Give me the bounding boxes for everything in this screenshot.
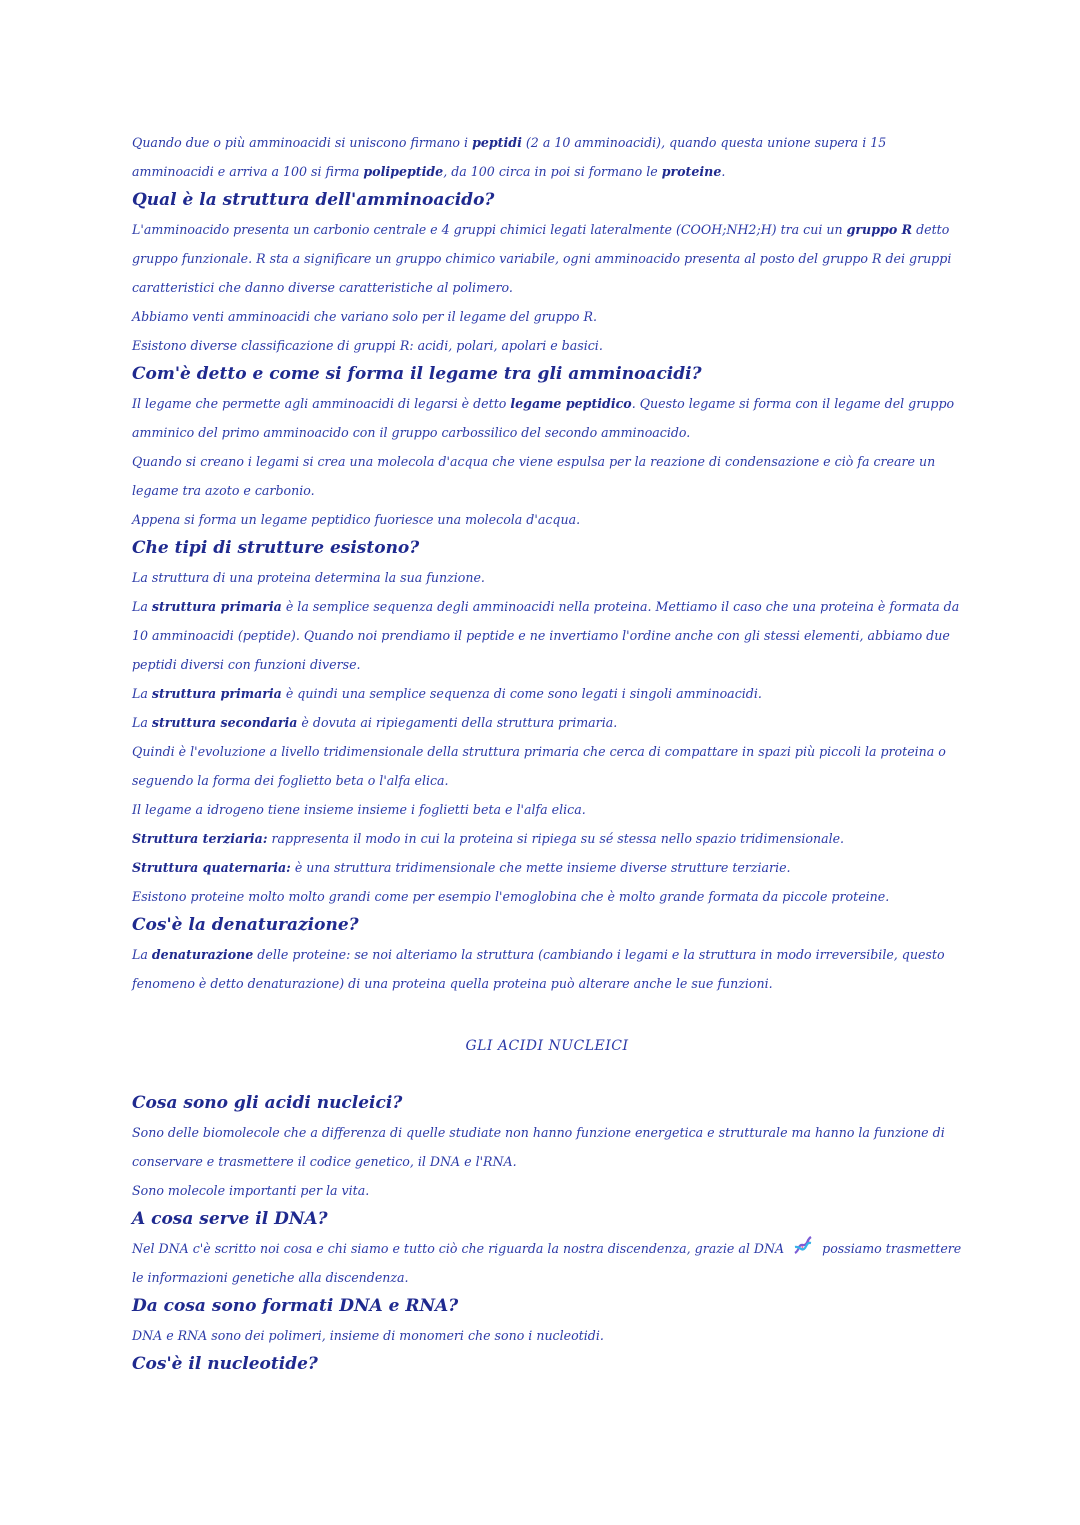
text-run: detto gruppo funzionale. R sta a significare un gruppo chimico variabile, ogni amminoacido presenta al posto del gruppo R dei gruppi caratteristici che danno diverse caratteristiche al polimero.: [132, 222, 952, 295]
text-run: delle proteine: se noi alteriamo la struttura (cambiando i legami e la struttura in modo irreversibile, questo fenomeno è detto denaturazione) di una proteina quella proteina può alterare anche le sue funzioni.: [132, 947, 945, 991]
bold-term: Struttura quaternaria:: [132, 860, 291, 875]
question-heading-a-cosa-serve-il-dna: A cosa serve il DNA?: [132, 1209, 328, 1229]
text-run: Sono molecole importanti per la vita.: [132, 1183, 370, 1198]
bold-term: legame peptidico: [510, 396, 632, 411]
paragraph: [132, 302, 962, 331]
question-heading-com-e-detto-e-come-si-forma-il-legame-tr: Com'è detto e come si forma il legame tra gli amminoacidi?: [132, 364, 702, 384]
text-run: è dovuta ai ripiegamenti della struttura primaria.: [297, 715, 618, 730]
section-title: GLI ACIDI NUCLEICI: [465, 1038, 629, 1054]
text-run: La: [132, 686, 152, 701]
paragraph: [132, 708, 962, 737]
paragraph: [132, 1321, 962, 1350]
bold-term: Struttura terziaria:: [132, 831, 268, 846]
paragraph: [132, 447, 962, 505]
text-run: è la semplice sequenza degli amminoacidi nella proteina. Mettiamo il caso che una proteina è formata da 10 amminoacidi (peptide). Quando noi prendiamo il peptide e ne invertiamo l'ordine anche con gli stessi elementi, abbiamo due peptidi diversi con funzioni diverse.: [132, 599, 960, 672]
paragraph: [132, 737, 962, 795]
text-run: Esistono diverse classificazione di gruppi R: acidi, polari, apolari e basici.: [132, 338, 603, 353]
text-run: Quando si creano i legami si crea una molecola d'acqua che viene espulsa per la reazione di condensazione e ciò fa creare un legame tra azoto e carbonio.: [132, 454, 936, 498]
text-run: La: [132, 599, 152, 614]
text-run: .: [721, 164, 726, 179]
bold-term: proteine: [661, 164, 722, 179]
text-run: DNA e RNA sono dei polimeri, insieme di monomeri che sono i nucleotidi.: [132, 1328, 604, 1343]
text-run: Sono delle biomolecole che a differenza di quelle studiate non hanno funzione energetica e strutturale ma hanno la funzione di conservare e trasmettere il codice genetico, il DNA e l'RNA.: [132, 1125, 945, 1169]
dna-icon: [792, 1234, 814, 1256]
text-run: è quindi una semplice sequenza di come sono legati i singoli amminoacidi.: [281, 686, 762, 701]
text-run: rappresenta il modo in cui la proteina si ripiega su sé stessa nello spazio tridimensionale.: [267, 831, 845, 846]
text-run: Appena si forma un legame peptidico fuoriesce una molecola d'acqua.: [132, 512, 581, 527]
paragraph: [132, 215, 962, 302]
text-run: Il legame a idrogeno tiene insieme insieme i foglietti beta e l'alfa elica.: [132, 802, 586, 817]
text-run: possiamo trasmettere le informazioni genetiche alla discendenza.: [132, 1241, 962, 1285]
bold-term: struttura primaria: [151, 599, 282, 614]
bold-term: polipeptide: [363, 164, 444, 179]
paragraph: [132, 331, 962, 360]
paragraph: [132, 389, 962, 447]
bold-term: gruppo R: [846, 222, 913, 237]
text-run: Esistono proteine molto molto grandi come per esempio l'emoglobina che è molto grande formata da piccole proteine.: [132, 889, 890, 904]
question-heading-cos-e-la-denaturazione: Cos'è la denaturazione?: [132, 915, 359, 935]
text-run: Nel DNA c'è scritto noi cosa e chi siamo e tutto ciò che riguarda la nostra discendenza, grazie al DNA: [132, 1241, 789, 1256]
paragraph: [132, 128, 962, 186]
bold-term: peptidi: [472, 135, 522, 150]
text-run: è una struttura tridimensionale che mette insieme diverse strutture terziarie.: [290, 860, 791, 875]
question-heading-cosa-sono-gli-acidi-nucleici: Cosa sono gli acidi nucleici?: [132, 1093, 403, 1113]
paragraph: [132, 679, 962, 708]
question-heading-da-cosa-sono-formati-dna-e-rna: Da cosa sono formati DNA e RNA?: [132, 1296, 459, 1316]
question-heading-che-tipi-di-strutture-esistono: Che tipi di strutture esistono?: [132, 538, 420, 558]
paragraph: [132, 1176, 962, 1205]
text-run: Il legame che permette agli amminoacidi di legarsi è detto: [132, 396, 511, 411]
paragraph: [132, 940, 962, 998]
text-run: La struttura di una proteina determina la sua funzione.: [132, 570, 485, 585]
text-run: La: [132, 715, 152, 730]
question-heading-cos-e-il-nucleotide: Cos'è il nucleotide?: [132, 1354, 318, 1374]
text-run: . Questo legame si forma con il legame del gruppo amminico del primo amminoacido con il gruppo carbossilico del secondo amminoacido.: [132, 396, 955, 440]
paragraph: [132, 592, 962, 679]
bold-term: struttura primaria: [151, 686, 282, 701]
document-page: [132, 128, 962, 1379]
paragraph: [132, 795, 962, 824]
paragraph: [132, 1118, 962, 1176]
text-run: Abbiamo venti amminoacidi che variano solo per il legame del gruppo R.: [132, 309, 597, 324]
paragraph: [132, 563, 962, 592]
paragraph: [132, 1234, 962, 1292]
text-run: La: [132, 947, 152, 962]
paragraph: [132, 505, 962, 534]
paragraph: [132, 853, 962, 882]
text-run: Quindi è l'evoluzione a livello tridimensionale della struttura primaria che cerca di compattare in spazi più piccoli la proteina o seguendo la forma dei foglietto beta o l'alfa elica.: [132, 744, 946, 788]
bold-term: denaturazione: [151, 947, 254, 962]
bold-term: struttura secondaria: [151, 715, 298, 730]
text-run: Quando due o più amminoacidi si uniscono firmano i: [132, 135, 473, 150]
text-run: (2 a 10 amminoacidi), quando questa unione supera i 15 amminoacidi e arriva a 100 si firma: [132, 135, 887, 179]
paragraph: [132, 824, 962, 853]
text-run: , da 100 circa in poi si formano le: [443, 164, 662, 179]
paragraph: [132, 882, 962, 911]
question-heading-qual-e-la-struttura-dell-amminoacido: Qual è la struttura dell'amminoacido?: [132, 190, 495, 210]
text-run: L'amminoacido presenta un carbonio centrale e 4 gruppi chimici legati lateralmente (COOH;NH2;H) tra cui un: [132, 222, 847, 237]
